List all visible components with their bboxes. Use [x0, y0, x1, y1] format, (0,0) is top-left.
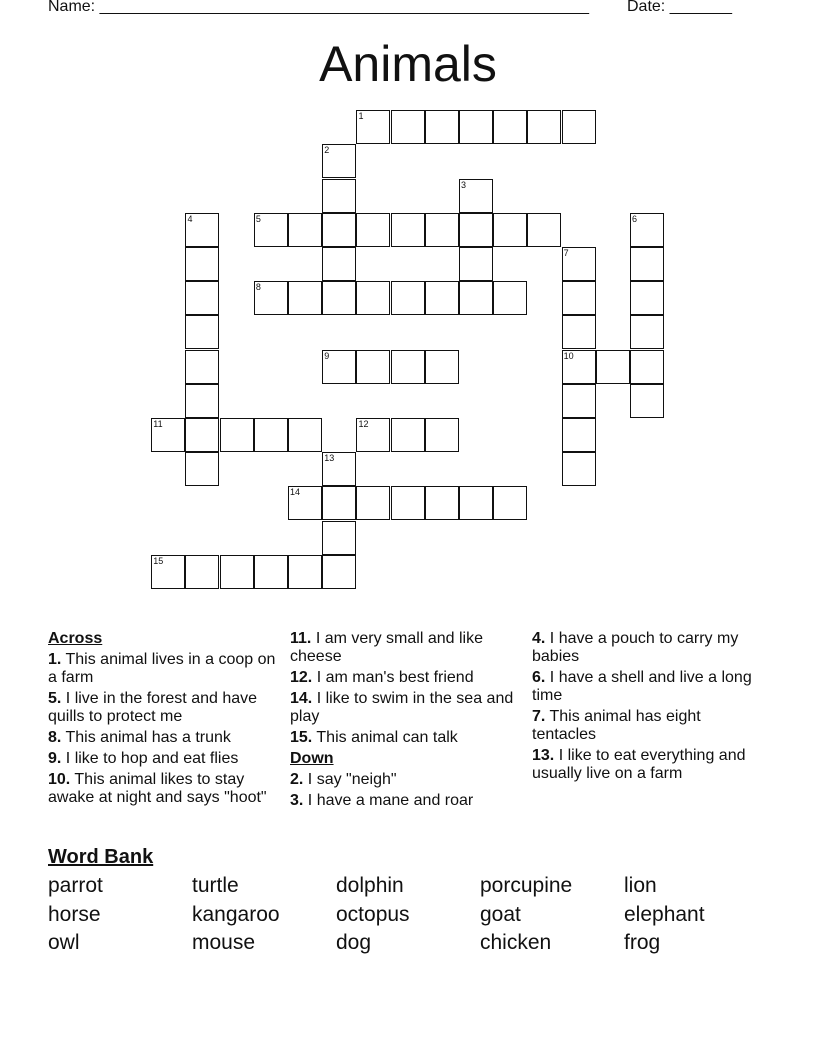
grid-cell[interactable]	[322, 486, 356, 520]
grid-cell[interactable]	[562, 247, 596, 281]
clue-down-2: 2. I say "neigh"	[290, 771, 397, 788]
grid-cell[interactable]	[254, 281, 288, 315]
grid-cell[interactable]	[459, 486, 493, 520]
grid-cell[interactable]	[391, 350, 425, 384]
clue-number: 9	[324, 350, 330, 361]
clue-number: 14	[290, 487, 301, 498]
grid-cell[interactable]	[493, 110, 527, 144]
word-bank-item: turtle	[192, 874, 239, 897]
grid-cell[interactable]	[562, 350, 596, 384]
clue-across-11: 11. I am very small and like cheese	[290, 630, 483, 665]
grid-cell[interactable]	[356, 213, 390, 247]
grid-cell[interactable]	[322, 179, 356, 213]
grid-cell[interactable]	[151, 555, 185, 589]
clue-across-5: 5. I live in the forest and have quills to protect me	[48, 690, 258, 725]
clue-number: 11	[153, 419, 163, 430]
grid-cell[interactable]	[425, 350, 459, 384]
clue-number: 13	[324, 453, 335, 464]
grid-cell[interactable]	[459, 247, 493, 281]
clue-down-4: 4. I have a pouch to carry my babies	[532, 630, 739, 665]
grid-cell[interactable]	[459, 213, 493, 247]
clue-number: 3	[461, 179, 467, 190]
clue-number: 5	[255, 213, 261, 224]
clue-across-8: 8. This animal has a trunk	[48, 729, 231, 746]
grid-cell[interactable]	[185, 247, 219, 281]
clue-across-9: 9. I like to hop and eat flies	[48, 750, 239, 767]
clue-number: 4	[187, 213, 193, 224]
grid-cell[interactable]	[459, 179, 493, 213]
clues-column-3	[532, 630, 764, 786]
clue-number: 15	[153, 555, 164, 566]
word-bank-item: dog	[336, 931, 372, 954]
grid-cell[interactable]	[630, 315, 664, 349]
name-line: Name: _______________________________________________________	[48, 0, 589, 15]
word-bank-item: mouse	[192, 931, 256, 954]
grid-cell[interactable]	[322, 281, 356, 315]
grid-cell[interactable]	[630, 213, 664, 247]
word-bank-item: elephant	[624, 903, 705, 926]
grid-cell[interactable]	[459, 110, 493, 144]
grid-cell[interactable]	[356, 110, 390, 144]
grid-cell[interactable]	[493, 281, 527, 315]
grid-cell[interactable]	[425, 213, 459, 247]
grid-cell[interactable]	[425, 486, 459, 520]
grid-cell[interactable]	[254, 555, 288, 589]
grid-cell[interactable]	[220, 418, 254, 452]
grid-cell[interactable]	[596, 350, 630, 384]
word-bank-item: goat	[480, 903, 521, 926]
word-bank-item: parrot	[48, 874, 103, 897]
grid-cell[interactable]	[391, 213, 425, 247]
grid-cell[interactable]	[254, 213, 288, 247]
grid-cell[interactable]	[630, 247, 664, 281]
clue-down-7: 7. This animal has eight tentacles	[532, 708, 701, 743]
grid-cell[interactable]	[630, 281, 664, 315]
grid-cell[interactable]	[391, 281, 425, 315]
grid-cell[interactable]	[562, 452, 596, 486]
clue-across-15: 15. This animal can talk	[290, 729, 458, 746]
clue-down-3: 3. I have a mane and roar	[290, 792, 474, 809]
grid-cell[interactable]	[185, 350, 219, 384]
grid-cell[interactable]	[425, 110, 459, 144]
grid-cell[interactable]	[391, 418, 425, 452]
word-bank-item: lion	[624, 874, 657, 897]
grid-cell[interactable]	[356, 418, 390, 452]
clue-number: 2	[324, 145, 330, 156]
grid-cell[interactable]	[288, 418, 322, 452]
grid-cell[interactable]	[630, 350, 664, 384]
grid-cell[interactable]	[322, 521, 356, 555]
word-bank-item: horse	[48, 903, 101, 926]
clues-column-2	[290, 630, 522, 813]
word-bank-item: owl	[48, 931, 80, 954]
grid-cell[interactable]	[185, 452, 219, 486]
grid-cell[interactable]	[322, 555, 356, 589]
grid-cell[interactable]	[288, 213, 322, 247]
grid-cell[interactable]	[459, 281, 493, 315]
word-bank-item: frog	[624, 931, 661, 954]
clue-number: 12	[358, 419, 369, 430]
word-bank-item: octopus	[336, 903, 410, 926]
grid-cell[interactable]	[185, 281, 219, 315]
clue-across-1: 1. This animal lives in a coop on a farm	[48, 651, 276, 686]
grid-cell[interactable]	[562, 110, 596, 144]
grid-cell[interactable]	[288, 281, 322, 315]
clue-number: 7	[563, 248, 569, 259]
grid-cell[interactable]	[425, 281, 459, 315]
clue-number: 8	[255, 282, 261, 293]
grid-cell[interactable]	[185, 555, 219, 589]
word-bank-item: dolphin	[336, 874, 404, 897]
grid-cell[interactable]	[356, 486, 390, 520]
grid-cell[interactable]	[425, 418, 459, 452]
grid-cell[interactable]	[151, 418, 185, 452]
grid-cell[interactable]	[322, 452, 356, 486]
clue-number: 10	[563, 350, 574, 361]
grid-cell[interactable]	[322, 350, 356, 384]
grid-cell[interactable]	[356, 350, 390, 384]
grid-cell[interactable]	[185, 418, 219, 452]
grid-cell[interactable]	[562, 418, 596, 452]
across-heading: Across	[48, 630, 103, 647]
grid-cell[interactable]	[527, 110, 561, 144]
grid-cell[interactable]	[254, 418, 288, 452]
word-bank-item: kangaroo	[192, 903, 280, 926]
date-line: Date: _______	[627, 0, 732, 15]
grid-cell[interactable]	[562, 315, 596, 349]
clue-number: 1	[358, 111, 364, 122]
grid-cell[interactable]	[288, 486, 322, 520]
grid-cell[interactable]	[185, 384, 219, 418]
clue-down-6: 6. I have a shell and live a long time	[532, 669, 752, 704]
word-bank-title: Word Bank	[48, 846, 154, 868]
clues-column-1	[48, 630, 280, 810]
page-title: Animals	[319, 36, 497, 92]
grid-cell[interactable]	[562, 384, 596, 418]
grid-cell[interactable]	[322, 144, 356, 178]
clue-across-10: 10. This animal likes to stay awake at night and says "hoot"	[48, 771, 267, 806]
down-heading: Down	[290, 750, 334, 767]
word-bank-item: porcupine	[480, 874, 573, 897]
grid-cell[interactable]	[356, 281, 390, 315]
clue-number: 6	[632, 213, 638, 224]
grid-cell[interactable]	[493, 213, 527, 247]
grid-cell[interactable]	[185, 315, 219, 349]
grid-cell[interactable]	[220, 555, 254, 589]
grid-cell[interactable]	[185, 213, 219, 247]
word-bank-item: chicken	[480, 931, 552, 954]
grid-cell[interactable]	[630, 384, 664, 418]
grid-cell[interactable]	[493, 486, 527, 520]
grid-cell[interactable]	[288, 555, 322, 589]
grid-cell[interactable]	[391, 486, 425, 520]
grid-cell[interactable]	[562, 281, 596, 315]
grid-cell[interactable]	[391, 110, 425, 144]
clue-across-12: 12. I am man's best friend	[290, 669, 474, 686]
grid-cell[interactable]	[527, 213, 561, 247]
grid-cell[interactable]	[322, 213, 356, 247]
grid-cell[interactable]	[322, 247, 356, 281]
clue-down-13: 13. I like to eat everything and usually live on a farm	[532, 747, 746, 782]
clue-across-14: 14. I like to swim in the sea and play	[290, 690, 514, 725]
